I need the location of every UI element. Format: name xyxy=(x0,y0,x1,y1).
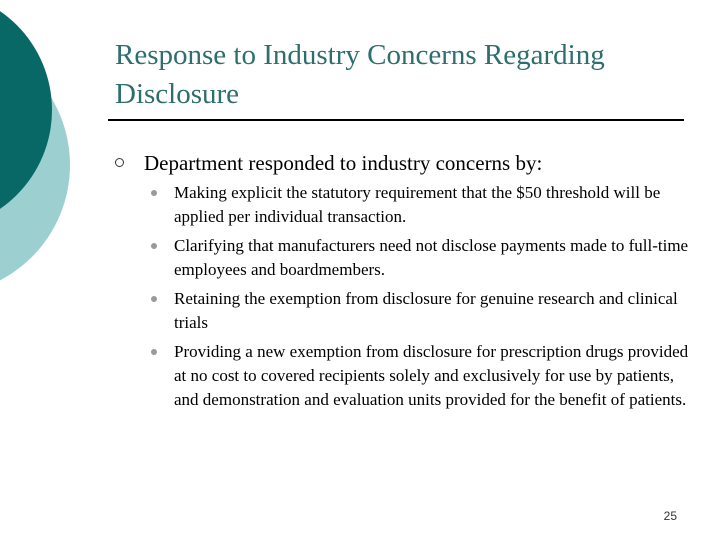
title-divider xyxy=(108,119,684,121)
filled-dot-icon xyxy=(151,243,157,249)
sub-bullet-text: Providing a new exemption from disclosure for prescription drugs provided at no cost to covered recipients solely and exclusively for use by patients, and demonstration and evaluation units provided for the benefit of patients. xyxy=(174,342,689,409)
decorative-circles xyxy=(0,0,120,300)
sub-bullet-text: Retaining the exemption from disclosure for genuine research and clinical trials xyxy=(174,289,678,332)
sub-bullet-text: Clarifying that manufacturers need not disclose payments made to full-time employees and boardmembers. xyxy=(174,236,689,279)
sub-bullet-list xyxy=(174,181,694,417)
list-item xyxy=(115,151,695,176)
hollow-circle-icon xyxy=(115,158,124,167)
filled-dot-icon xyxy=(151,190,157,196)
list-item xyxy=(174,234,694,282)
filled-dot-icon xyxy=(151,349,157,355)
slide-title: Response to Industry Concerns Regarding Disclosure xyxy=(115,39,605,110)
main-bullet-text: Department responded to industry concerns by: xyxy=(144,151,543,175)
list-item xyxy=(174,181,694,229)
page-number: 25 xyxy=(663,509,677,523)
list-item xyxy=(174,340,694,412)
list-item xyxy=(174,287,694,335)
main-bullet xyxy=(115,151,695,176)
sub-bullet-text: Making explicit the statutory requirement that the $50 threshold will be applied per individual transaction. xyxy=(174,183,661,226)
filled-dot-icon xyxy=(151,296,157,302)
